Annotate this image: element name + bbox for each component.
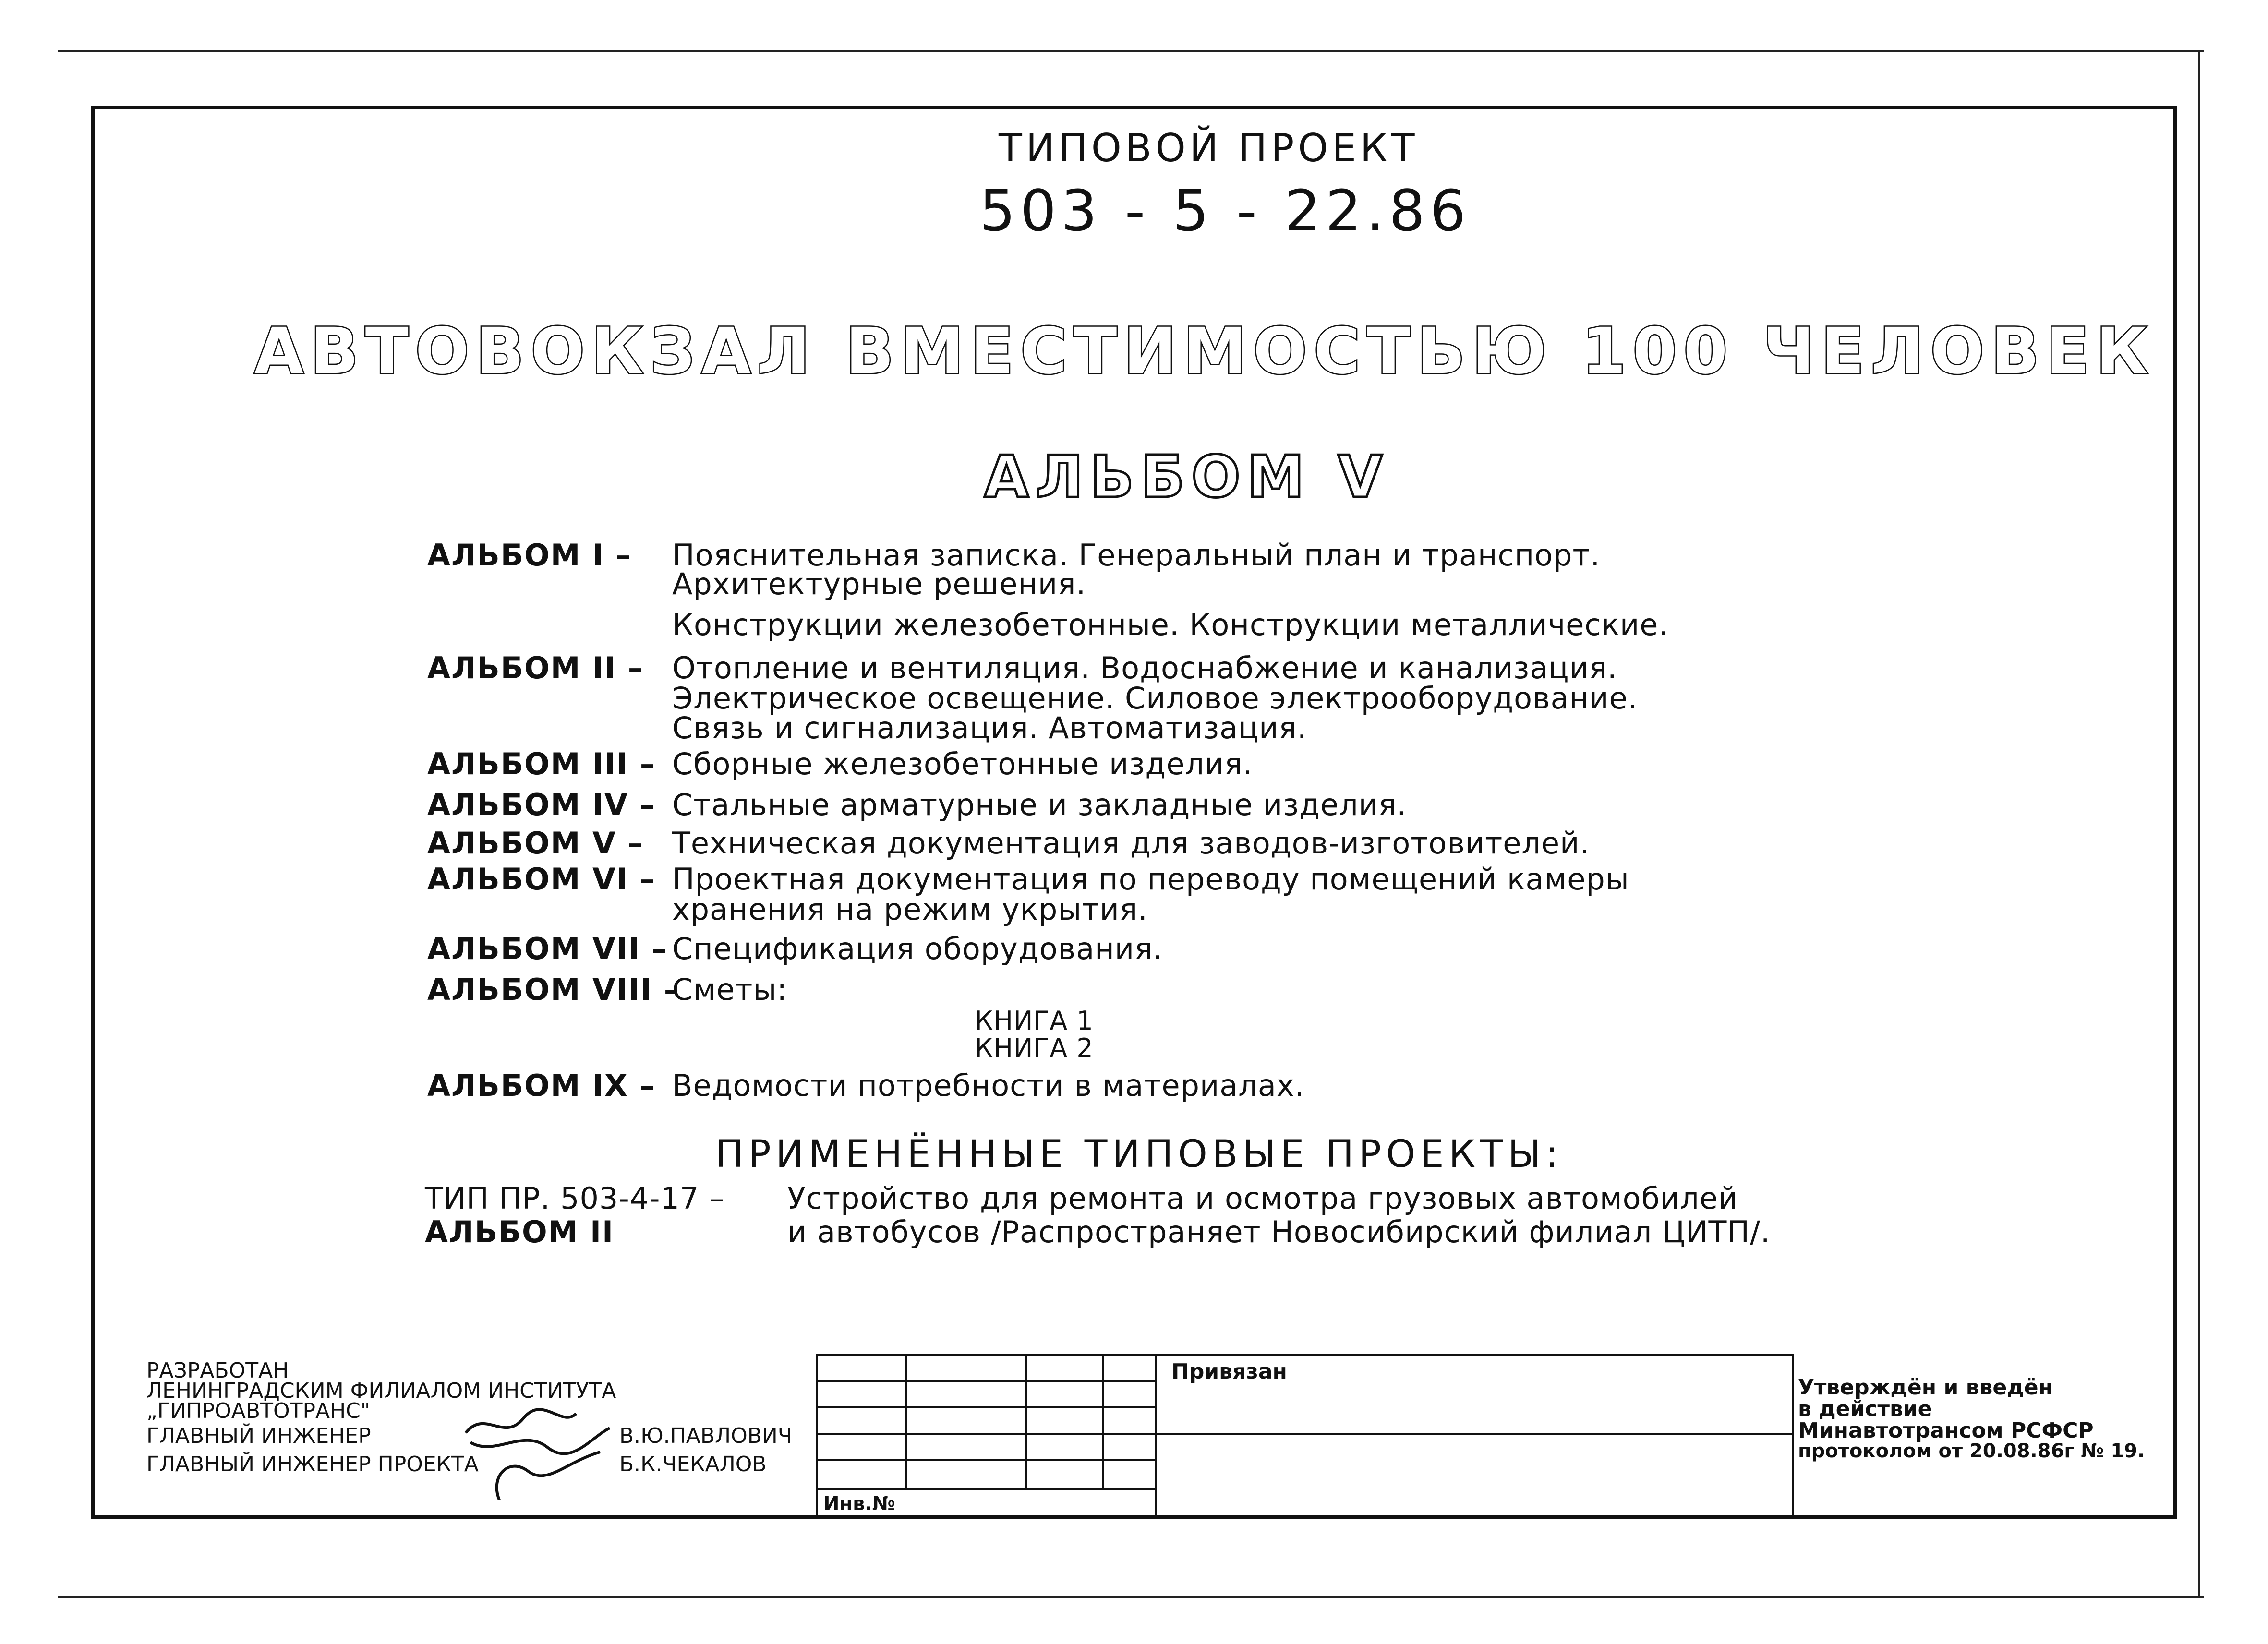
album-text: Стальные арматурные и закладные изделия.: [672, 787, 1407, 822]
outer-right-rule: [2198, 50, 2200, 1598]
book-item: КНИГА 1: [975, 1006, 1094, 1036]
chief-engineer-label: ГЛАВНЫЙ ИНЖЕНЕР: [146, 1424, 371, 1448]
album-label: АЛЬБОМ VII –: [427, 931, 668, 966]
project-engineer-name: Б.К.ЧЕКАЛОВ: [619, 1452, 767, 1476]
stamp-row-line: [816, 1459, 1157, 1461]
album-text: Сметы:: [672, 972, 788, 1007]
applied-heading: ПРИМЕНЁННЫЕ ТИПОВЫЕ ПРОЕКТЫ:: [715, 1133, 1563, 1176]
developer-line: ЛЕНИНГРАДСКИМ ФИЛИАЛОМ ИНСТИТУТА: [146, 1379, 616, 1403]
applied-ref-code: ТИП ПР. 503-4-17 –: [425, 1181, 725, 1216]
album-text: Отопление и вентиляция. Водоснабжение и канализация.: [672, 650, 1617, 685]
album-label: АЛЬБОМ I –: [427, 538, 632, 573]
album-text: Связь и сигнализация. Автоматизация.: [672, 710, 1307, 745]
page-title: АВТОВОКЗАЛ ВМЕСТИМОСТЬЮ 100 ЧЕЛОВЕК: [254, 314, 2155, 388]
album-text: Ведомости потребности в материалах.: [672, 1068, 1305, 1103]
bound-row-line: [1155, 1433, 1794, 1435]
album-text: Архитектурные решения.: [672, 566, 1086, 601]
signature-scribble: [456, 1399, 629, 1505]
album-text: Проектная документация по переводу помещений камеры: [672, 862, 1629, 897]
stamp-row-line: [816, 1488, 1157, 1490]
album-title: АЛЬБОМ V: [984, 444, 1389, 511]
inv-label: Инв.№: [823, 1493, 895, 1515]
project-engineer-label: ГЛАВНЫЙ ИНЖЕНЕР ПРОЕКТА: [146, 1452, 479, 1476]
album-text: Конструкции железобетонные. Конструкции металлические.: [672, 607, 1669, 642]
project-code: 503 - 5 - 22.86: [979, 178, 1471, 244]
album-text: Техническая документация для заводов-изготовителей.: [672, 826, 1590, 861]
album-label: АЛЬБОМ V –: [427, 826, 644, 861]
approval-line: протоколом от 20.08.86г № 19.: [1798, 1440, 2145, 1462]
approval-line: в действие: [1798, 1397, 1932, 1421]
stamp-row-line: [816, 1380, 1157, 1382]
stamp-divider: [1102, 1354, 1104, 1490]
approval-line: Утверждён и введён: [1798, 1375, 2053, 1400]
album-text: Сборные железобетонные изделия.: [672, 746, 1253, 781]
chief-engineer-name: В.Ю.ПАВЛОВИЧ: [619, 1424, 793, 1448]
bound-label: Привязан: [1171, 1359, 1287, 1384]
album-label: АЛЬБОМ II –: [427, 650, 644, 685]
book-item: КНИГА 2: [975, 1033, 1094, 1063]
developer-line: „ГИПРОАВТОТРАНС": [146, 1399, 371, 1423]
album-label: АЛЬБОМ III –: [427, 746, 656, 781]
stamp-row-line: [816, 1433, 1157, 1435]
applied-line: и автобусов /Распространяет Новосибирский филиал ЦИТП/.: [787, 1214, 1771, 1249]
album-text: Электрическое освещение. Силовое электрооборудование.: [672, 681, 1638, 716]
album-text: хранения на режим укрытия.: [672, 892, 1148, 927]
stamp-divider: [905, 1354, 907, 1490]
stamp-row-line: [816, 1406, 1157, 1408]
outer-top-rule: [58, 50, 2204, 52]
developer-line: РАЗРАБОТАН: [146, 1358, 289, 1383]
album-label: АЛЬБОМ VIII –: [427, 972, 680, 1007]
album-text: Спецификация оборудования.: [672, 931, 1163, 966]
album-label: АЛЬБОМ VI –: [427, 862, 656, 897]
applied-line: Устройство для ремонта и осмотра грузовых автомобилей: [787, 1181, 1738, 1216]
applied-ref-album: АЛЬБОМ II: [425, 1214, 615, 1249]
outer-bottom-rule: [58, 1596, 2204, 1598]
subtitle: ТИПОВОЙ ПРОЕКТ: [999, 126, 1419, 170]
album-label: АЛЬБОМ IX –: [427, 1068, 656, 1103]
approval-line: Минавтотрансом РСФСР: [1798, 1418, 2094, 1443]
stamp-divider: [1025, 1354, 1027, 1490]
album-text: Пояснительная записка. Генеральный план и транспорт.: [672, 538, 1601, 573]
album-label: АЛЬБОМ IV –: [427, 787, 656, 822]
